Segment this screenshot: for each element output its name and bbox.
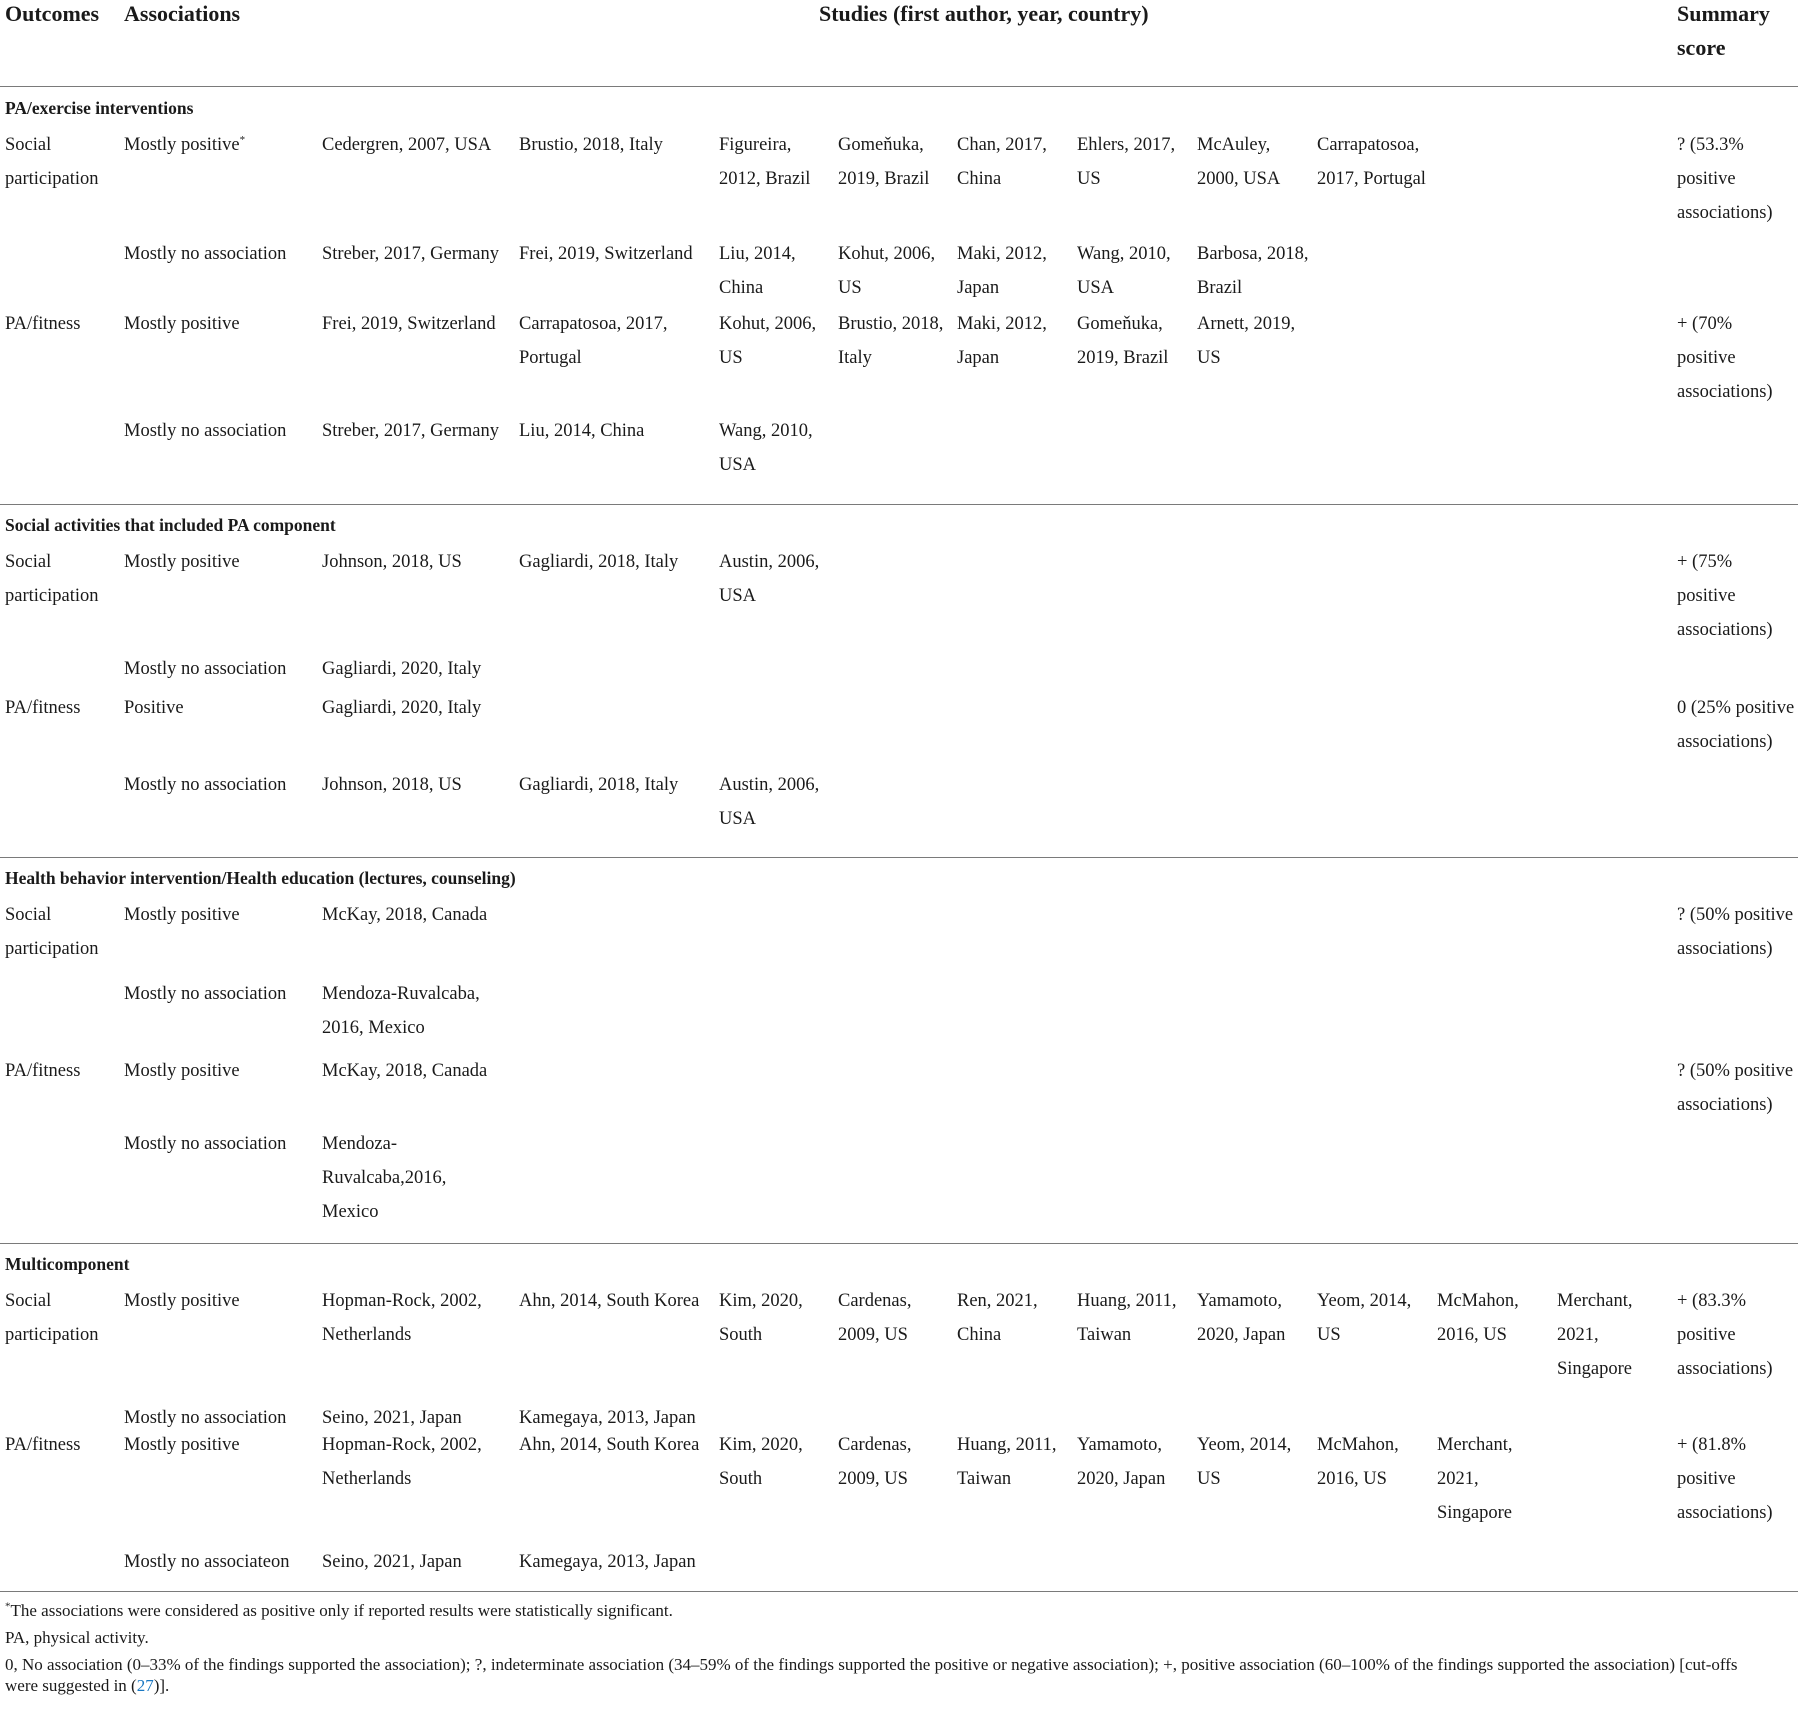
study-cell: US	[719, 348, 743, 368]
study-cell: 2016, US	[1437, 1325, 1507, 1345]
summary-score-cell: associations)	[1677, 620, 1773, 640]
footnote-abbreviation	[5, 1627, 149, 1648]
association-cell: Mostly no association	[124, 775, 287, 795]
summary-score-cell: positive	[1677, 169, 1736, 189]
study-cell: China	[957, 1325, 1002, 1345]
footnote-marker: *	[239, 133, 246, 146]
study-cell: Cardenas,	[838, 1291, 912, 1311]
study-cell: Frei, 2019, Switzerland	[519, 244, 693, 264]
study-cell: Arnett, 2019,	[1197, 314, 1296, 334]
study-cell: Huang, 2011,	[1077, 1291, 1177, 1311]
study-cell: Brustio, 2018,	[838, 314, 944, 334]
study-cell: Ren, 2021,	[957, 1291, 1038, 1311]
study-cell: Kim, 2020,	[719, 1435, 803, 1455]
summary-score-cell: associations)	[1677, 939, 1773, 959]
study-cell: Streber, 2017, Germany	[322, 244, 500, 264]
study-cell: USA	[1077, 278, 1115, 298]
study-cell: 2020, Japan	[1077, 1469, 1166, 1489]
header-studies: Studies (first author, year, country)	[819, 1, 1149, 26]
section-title: Social activities that included PA component	[5, 515, 336, 535]
study-cell: Austin, 2006,	[719, 775, 820, 795]
summary-score-cell: positive	[1677, 348, 1736, 368]
study-cell: Streber, 2017, Germany	[322, 421, 500, 441]
section-title: PA/exercise interventions	[5, 98, 194, 118]
outcome-cell: Social	[5, 905, 52, 925]
study-cell: Yamamoto,	[1077, 1435, 1162, 1455]
study-cell: McMahon,	[1317, 1435, 1399, 1455]
study-cell: Kamegaya, 2013, Japan	[519, 1408, 696, 1428]
study-cell: Wang, 2010,	[1077, 244, 1171, 264]
study-cell: Italy	[838, 348, 872, 368]
study-cell: Hopman-Rock, 2002,	[322, 1291, 482, 1311]
study-cell: Kohut, 2006,	[719, 314, 817, 334]
study-cell: Mexico	[322, 1202, 379, 1222]
study-cell: Taiwan	[1077, 1325, 1132, 1345]
footnote-scoring-cont	[5, 1675, 169, 1696]
study-cell: 2012, Brazil	[719, 169, 811, 189]
study-cell: Gagliardi, 2018, Italy	[519, 775, 679, 795]
footnote-text: 0, No association (0–33% of the findings supported the association); ?, indeterminate association (34–59% of the findings supported the positive or negative association); +, positive association (60–100% of the findings supported the association) [cut-offs	[5, 1655, 1738, 1674]
footnote-text: PA, physical activity.	[5, 1628, 149, 1647]
summary-score-cell: positive	[1677, 1469, 1736, 1489]
section-title: Health behavior intervention/Health education (lectures, counseling)	[5, 868, 516, 888]
study-cell: Cardenas,	[838, 1435, 912, 1455]
study-cell: Johnson, 2018, US	[322, 552, 462, 572]
study-cell: Ahn, 2014, South Korea	[519, 1435, 700, 1455]
study-cell: 2000, USA	[1197, 169, 1281, 189]
study-cell: Merchant,	[1557, 1291, 1633, 1311]
study-cell: Gagliardi, 2020, Italy	[322, 659, 482, 679]
association-cell: Mostly no association	[124, 1134, 287, 1154]
study-cell: Gomeňuka,	[838, 135, 924, 155]
study-cell: Wang, 2010,	[719, 421, 813, 441]
study-cell: Barbosa, 2018,	[1197, 244, 1309, 264]
section-rule	[0, 857, 1798, 858]
section-rule	[0, 504, 1798, 505]
summary-score-cell: associations)	[1677, 382, 1773, 402]
summary-score-cell: + (75%	[1677, 552, 1733, 572]
association-cell: Mostly no association	[124, 421, 287, 441]
outcome-cell: PA/fitness	[5, 1061, 81, 1081]
study-cell: 2016, US	[1317, 1469, 1387, 1489]
association-cell: Positive	[124, 698, 184, 718]
study-cell: Netherlands	[322, 1469, 412, 1489]
study-cell: Yeom, 2014,	[1317, 1291, 1412, 1311]
study-cell: Singapore	[1557, 1359, 1633, 1379]
summary-score-cell: ? (50% positive	[1677, 905, 1794, 925]
outcome-cell: Social	[5, 1291, 52, 1311]
outcome-cell: participation	[5, 1325, 99, 1345]
study-cell: USA	[719, 455, 757, 475]
footnote-scoring	[5, 1654, 1738, 1675]
study-cell: Taiwan	[957, 1469, 1012, 1489]
study-cell: Portugal	[519, 348, 582, 368]
study-cell: South	[719, 1325, 763, 1345]
study-cell: 2017, Portugal	[1317, 169, 1426, 189]
footnote-text: The associations were considered as positive only if reported results were statistically significant.	[10, 1601, 673, 1620]
summary-score-cell: associations)	[1677, 732, 1773, 752]
study-cell: 2019, Brazil	[1077, 348, 1169, 368]
header-rule	[0, 86, 1798, 87]
summary-score-cell: + (81.8%	[1677, 1435, 1747, 1455]
study-cell: Chan, 2017,	[957, 135, 1047, 155]
study-cell: Merchant,	[1437, 1435, 1513, 1455]
outcome-cell: participation	[5, 169, 99, 189]
header-summary-line2: score	[1677, 35, 1726, 60]
study-cell: Gomeňuka,	[1077, 314, 1163, 334]
association-cell: Mostly no associateon	[124, 1552, 290, 1572]
summary-score-cell: 0 (25% positive	[1677, 698, 1795, 718]
association-cell: Mostly positive	[124, 905, 240, 925]
study-cell: Cedergren, 2007, USA	[322, 135, 492, 155]
association-cell: Mostly no association	[124, 659, 287, 679]
reference-link[interactable]: 27	[136, 1676, 154, 1695]
association-cell: Mostly positive	[124, 314, 240, 334]
association-cell: Mostly positive	[124, 1291, 240, 1311]
study-cell: South	[719, 1469, 763, 1489]
study-cell: Yeom, 2014,	[1197, 1435, 1292, 1455]
study-cell: 2019, Brazil	[838, 169, 930, 189]
study-cell: Brazil	[1197, 278, 1243, 298]
study-cell: Carrapatosoa, 2017,	[519, 314, 668, 334]
study-cell: Seino, 2021, Japan	[322, 1552, 462, 1572]
association-cell: Mostly positive	[124, 1435, 240, 1455]
study-cell: Liu, 2014, China	[519, 421, 645, 441]
study-cell: China	[719, 278, 764, 298]
outcome-cell: participation	[5, 586, 99, 606]
study-cell: Frei, 2019, Switzerland	[322, 314, 496, 334]
study-cell: Figureira,	[719, 135, 792, 155]
summary-score-cell: associations)	[1677, 203, 1773, 223]
study-cell: Maki, 2012,	[957, 314, 1047, 334]
study-cell: 2009, US	[838, 1469, 908, 1489]
study-cell: Mendoza-Ruvalcaba,	[322, 984, 480, 1004]
association-cell: Mostly no association	[124, 984, 287, 1004]
study-cell: 2021,	[1557, 1325, 1599, 1345]
outcome-cell: participation	[5, 939, 99, 959]
association-cell: Mostly no association	[124, 1408, 287, 1428]
header-associations: Associations	[124, 1, 241, 26]
study-cell: Japan	[957, 348, 1000, 368]
outcome-cell: PA/fitness	[5, 1435, 81, 1455]
study-cell: Mendoza-	[322, 1134, 397, 1154]
study-cell: 2016, Mexico	[322, 1018, 425, 1038]
study-cell: 2009, US	[838, 1325, 908, 1345]
study-cell: Seino, 2021, Japan	[322, 1408, 462, 1428]
study-cell: 2021,	[1437, 1469, 1479, 1489]
study-cell: US	[1077, 169, 1101, 189]
study-cell: Maki, 2012,	[957, 244, 1047, 264]
study-cell: Kamegaya, 2013, Japan	[519, 1552, 696, 1572]
study-cell: Gagliardi, 2020, Italy	[322, 698, 482, 718]
study-cell: Kim, 2020,	[719, 1291, 803, 1311]
summary-score-cell: ? (50% positive	[1677, 1061, 1794, 1081]
study-cell: McAuley,	[1197, 135, 1271, 155]
outcome-cell: PA/fitness	[5, 314, 81, 334]
study-cell: Japan	[957, 278, 1000, 298]
outcome-cell: Social	[5, 552, 52, 572]
footnote-significance	[5, 1600, 673, 1621]
study-cell: US	[1317, 1325, 1341, 1345]
summary-score-cell: associations)	[1677, 1095, 1773, 1115]
study-cell: USA	[719, 809, 757, 829]
study-cell: Hopman-Rock, 2002,	[322, 1435, 482, 1455]
study-cell: Brustio, 2018, Italy	[519, 135, 663, 155]
association-cell: Mostly no association	[124, 244, 287, 264]
summary-score-cell: + (70%	[1677, 314, 1733, 334]
study-cell: Carrapatosoa,	[1317, 135, 1420, 155]
study-cell: Gagliardi, 2018, Italy	[519, 552, 679, 572]
outcome-cell: Social	[5, 135, 52, 155]
study-cell: Johnson, 2018, US	[322, 775, 462, 795]
association-cell: Mostly positive	[124, 552, 240, 572]
section-rule	[0, 1243, 1798, 1244]
study-cell: USA	[719, 586, 757, 606]
study-cell: Kohut, 2006,	[838, 244, 936, 264]
study-cell: 2020, Japan	[1197, 1325, 1286, 1345]
study-cell: Ruvalcaba,2016,	[322, 1168, 447, 1188]
study-cell: Ehlers, 2017,	[1077, 135, 1176, 155]
study-cell: Huang, 2011,	[957, 1435, 1057, 1455]
association-cell: Mostly positive	[124, 1061, 240, 1081]
section-title: Multicomponent	[5, 1254, 130, 1274]
study-cell: US	[1197, 1469, 1221, 1489]
study-cell: McKay, 2018, Canada	[322, 1061, 488, 1081]
outcome-cell: PA/fitness	[5, 698, 81, 718]
study-cell: Singapore	[1437, 1503, 1513, 1523]
study-cell: Ahn, 2014, South Korea	[519, 1291, 700, 1311]
footnote-text: were suggested in (	[5, 1676, 137, 1695]
study-cell: US	[1197, 348, 1221, 368]
header-summary-line1: Summary	[1677, 1, 1770, 26]
study-cell: McKay, 2018, Canada	[322, 905, 488, 925]
study-cell: US	[838, 278, 862, 298]
study-cell: Liu, 2014,	[719, 244, 796, 264]
summary-score-cell: associations)	[1677, 1503, 1773, 1523]
association-cell: Mostly positive*	[124, 133, 246, 155]
summary-score-cell: positive	[1677, 1325, 1736, 1345]
summary-score-cell: associations)	[1677, 1359, 1773, 1379]
summary-score-cell: ? (53.3%	[1677, 135, 1744, 155]
study-cell: Austin, 2006,	[719, 552, 820, 572]
footnote-text: )].	[153, 1676, 170, 1695]
footnote-marker: *	[5, 1600, 11, 1613]
table-bottom-rule	[0, 1591, 1798, 1592]
study-cell: China	[957, 169, 1002, 189]
study-cell: Netherlands	[322, 1325, 412, 1345]
study-cell: McMahon,	[1437, 1291, 1519, 1311]
summary-score-cell: positive	[1677, 586, 1736, 606]
summary-score-cell: + (83.3%	[1677, 1291, 1747, 1311]
study-cell: Yamamoto,	[1197, 1291, 1282, 1311]
header-outcomes: Outcomes	[5, 1, 100, 26]
